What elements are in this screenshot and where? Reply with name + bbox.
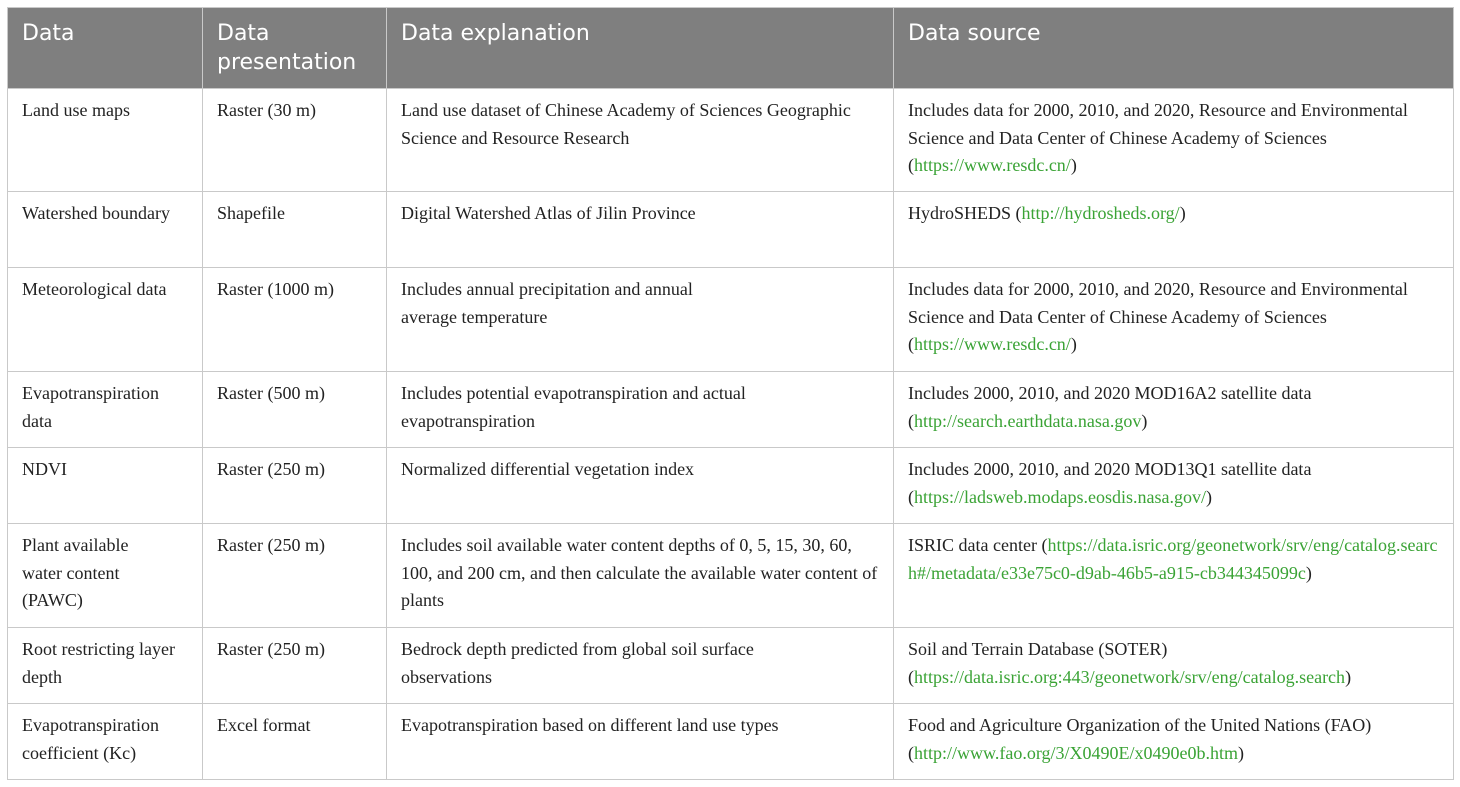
cell-source (894, 448, 1454, 524)
cell-source (894, 704, 1454, 780)
source-link[interactable]: https://data.isric.org/geonetwork/srv/eng/catalog.search#/metadata/e33e75c0-d9ab-46b5-a915-cb344345099c (908, 535, 1438, 583)
cell-explanation: Evapotranspiration based on different land use types (387, 704, 894, 780)
table-row (8, 372, 1454, 448)
table-row (8, 704, 1454, 780)
cell-presentation: Excel format (203, 704, 387, 780)
source-text: Includes data for 2000, 2010, and 2020, Resource and Environmental Science and Data Center of Chinese Academy of Sciences ( (908, 279, 1408, 354)
cell-data: Watershed boundary (8, 192, 203, 268)
cell-presentation: Raster (30 m) (203, 89, 387, 192)
cell-source (894, 372, 1454, 448)
cell-explanation: Includes annual precipitation and annual average temperature (387, 268, 894, 372)
source-text: Includes 2000, 2010, and 2020 MOD16A2 satellite data ( (908, 383, 1312, 431)
cell-presentation: Shapefile (203, 192, 387, 268)
source-link[interactable]: https://www.resdc.cn/ (914, 334, 1071, 354)
cell-presentation: Raster (500 m) (203, 372, 387, 448)
source-text-end: ) (1345, 666, 1352, 687)
source-link[interactable]: http://hydrosheds.org/ (1021, 203, 1180, 223)
cell-data: Evapotranspiration coefficient (Kc) (8, 704, 203, 780)
source-text: Food and Agriculture Organization of the United Nations (FAO) ( (908, 715, 1372, 763)
source-text-end: ) (1070, 334, 1077, 354)
cell-source (894, 628, 1454, 704)
cell-presentation: Raster (1000 m) (203, 268, 387, 372)
cell-explanation: Bedrock depth predicted from global soil surface observations (387, 628, 894, 704)
cell-data: Evapotranspiration data (8, 372, 203, 448)
table-row (8, 268, 1454, 372)
table-header-row (8, 8, 1454, 89)
source-text-end: ) (1305, 562, 1312, 583)
cell-explanation: Normalized differential vegetation index (387, 448, 894, 524)
table-row (8, 524, 1454, 628)
source-text: Includes data for 2000, 2010, and 2020, Resource and Environmental Science and Data Center of Chinese Academy of Sciences ( (908, 100, 1408, 175)
source-link[interactable]: http://search.earthdata.nasa.gov (914, 410, 1142, 431)
header-data-source: Data source (894, 8, 1454, 89)
source-link[interactable]: https://ladsweb.modaps.eosdis.nasa.gov/ (914, 486, 1206, 507)
cell-data: Plant available water content (PAWC) (8, 524, 203, 628)
table-row (8, 192, 1454, 268)
source-text-end: ) (1179, 203, 1186, 223)
data-sources-table (7, 7, 1454, 780)
source-text: HydroSHEDS ( (908, 203, 1022, 223)
source-link[interactable]: http://www.fao.org/3/X0490E/x0490e0b.htm (914, 742, 1238, 763)
cell-data: Meteorological data (8, 268, 203, 372)
source-text-end: ) (1070, 155, 1077, 175)
header-data: Data (8, 8, 203, 89)
cell-source (894, 268, 1454, 372)
cell-explanation: Digital Watershed Atlas of Jilin Province (387, 192, 894, 268)
cell-explanation: Land use dataset of Chinese Academy of Sciences Geographic Science and Resource Research (387, 89, 894, 192)
cell-explanation: Includes potential evapotranspiration and actual evapotranspiration (387, 372, 894, 448)
source-text-end: ) (1237, 742, 1244, 763)
cell-data: Land use maps (8, 89, 203, 192)
cell-data: Root restricting layer depth (8, 628, 203, 704)
cell-source (894, 192, 1454, 268)
source-link[interactable]: https://www.resdc.cn/ (914, 155, 1071, 175)
table-row (8, 448, 1454, 524)
data-table-container (7, 7, 1453, 780)
table-row (8, 628, 1454, 704)
source-text-end: ) (1205, 486, 1212, 507)
cell-explanation: Includes soil available water content depths of 0, 5, 15, 30, 60, 100, and 200 cm, and then calculate the available water content of plants (387, 524, 894, 628)
cell-source (894, 524, 1454, 628)
cell-presentation: Raster (250 m) (203, 628, 387, 704)
table-row (8, 89, 1454, 192)
header-data-explanation: Data explanation (387, 8, 894, 89)
source-text: Soil and Terrain Database (SOTER) ( (908, 639, 1168, 687)
cell-presentation: Raster (250 m) (203, 524, 387, 628)
header-data-presentation: Data presentation (203, 8, 387, 89)
cell-presentation: Raster (250 m) (203, 448, 387, 524)
source-link[interactable]: https://data.isric.org:443/geonetwork/srv/eng/catalog.search (914, 666, 1346, 687)
source-text: Includes 2000, 2010, and 2020 MOD13Q1 satellite data ( (908, 459, 1312, 507)
cell-data: NDVI (8, 448, 203, 524)
source-text-end: ) (1141, 410, 1148, 431)
cell-source (894, 89, 1454, 192)
source-text: ISRIC data center ( (908, 535, 1048, 555)
